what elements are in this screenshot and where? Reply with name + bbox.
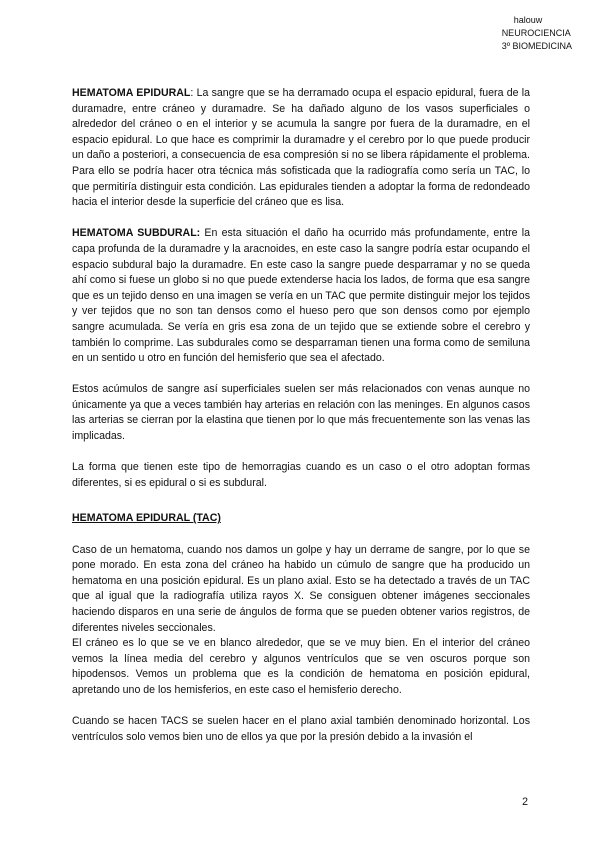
header-subject: NEUROCIENCIA [501,28,571,38]
tac-paragraph-1: Caso de un hematoma, cuando nos damos un golpe y hay un derrame de sangre, por lo que se pone morado. En esta zona del cráneo ha habido un cúmulo de sangre que ha producido un hematoma en una posición epidural. Es un plano axial. Esto se ha detectado a través de un TAC que al igual que la radiografía utiliza rayos X. Se consiguen obtener imágenes seccionales haciendo disparos en una serie de ángulos de forma que se pueden obtener varios registros, de diferentes niveles seccionales. [72,543,530,634]
header-author: halouw [513,15,543,25]
tac-paragraph-3: Cuando se hacen TACS se suelen hacer en el plano axial también denominado horizontal. Los ventrículos solo vemos bien uno de ellos ya que por la presión debido a la invasión el [72,715,530,743]
document-body [72,86,530,761]
subdural-paragraph [72,226,530,366]
epidural-paragraph [72,86,530,211]
veins-paragraph: Estos acúmulos de sangre así superficiales suelen ser más relacionados con venas aunque no únicamente ya que a veces también hay arterias en relación con las meninges. En algunos casos las arterias se cierran por la elastina que tienen por lo que más frecuentemente son las venas las implicadas. [72,383,530,443]
subdural-text: En esta situación el daño ha ocurrido más profundamente, entre la capa profunda de la duramadre y la aracnoides, en este caso la sangre podría estar ocupando el espacio subdural bajo la duramadre. En este caso la sangre puede desparramar y no se queda ahí como si fuese un globo si no que puede extenderse hacia los lados, de forma que esa sangre que es un tejido denso en una imagen se vería en un TAC que permite distinguir mejor los tejidos y ver tejidos que no son tan densos como el hueso pero que son densos como por ejemplo sangre acumulada. Se vería en gris esa zona de un tejido que se extiende sobre el cerebro y también lo comprime. Las subdurales como se desparraman tienen una forma como de semiluna en un sentido u otro en función del hemisferio que sea el afectado. [72,227,530,365]
header-course: 3º BIOMEDICINA [501,41,572,51]
epidural-text: : La sangre que se ha derramado ocupa el espacio epidural, fuera de la duramadre, entre cráneo y duramadre. Se ha dañado alguno de los vasos superficiales o alrededor del cráneo o en el interior y se acumula la sangre por fuera de la duramadre, en el espacio epidural. Lo que hace es comprimir la duramadre y el cerebro por lo que puede producir un daño a posteriori, a consecuencia de esa compresión si no se libera rápidamente el problema. Para ello se podría hacer otra técnica más sofisticada que la radiografía como sería un TAC, lo que permitiría distinguir esta condición. Las epidurales tienden a adoptar la forma de redondeado hacia el interior desde la superficie del cráneo que es lisa. [72,87,530,209]
page-header [502,14,572,53]
tac-paragraph-2: El cráneo es lo que se ve en blanco alrededor, que se ve muy bien. En el interior del cráneo vemos la línea media del cerebro y algunos ventrículos que se ven oscuros porque son hipodensos. Vemos un problema que es la condición de hematoma en posición epidural, apretando uno de los hemisferios, en este caso el hemisferio derecho. [72,637,530,696]
tac-heading: HEMATOMA EPIDURAL (TAC) [72,512,221,525]
form-paragraph: La forma que tienen este tipo de hemorragias cuando es un caso o el otro adoptan formas diferentes, si es epidural o si es subdural. [72,461,530,489]
page-number: 2 [522,796,528,808]
epidural-title: HEMATOMA EPIDURAL [72,87,191,99]
subdural-title: HEMATOMA SUBDURAL: [72,227,201,240]
